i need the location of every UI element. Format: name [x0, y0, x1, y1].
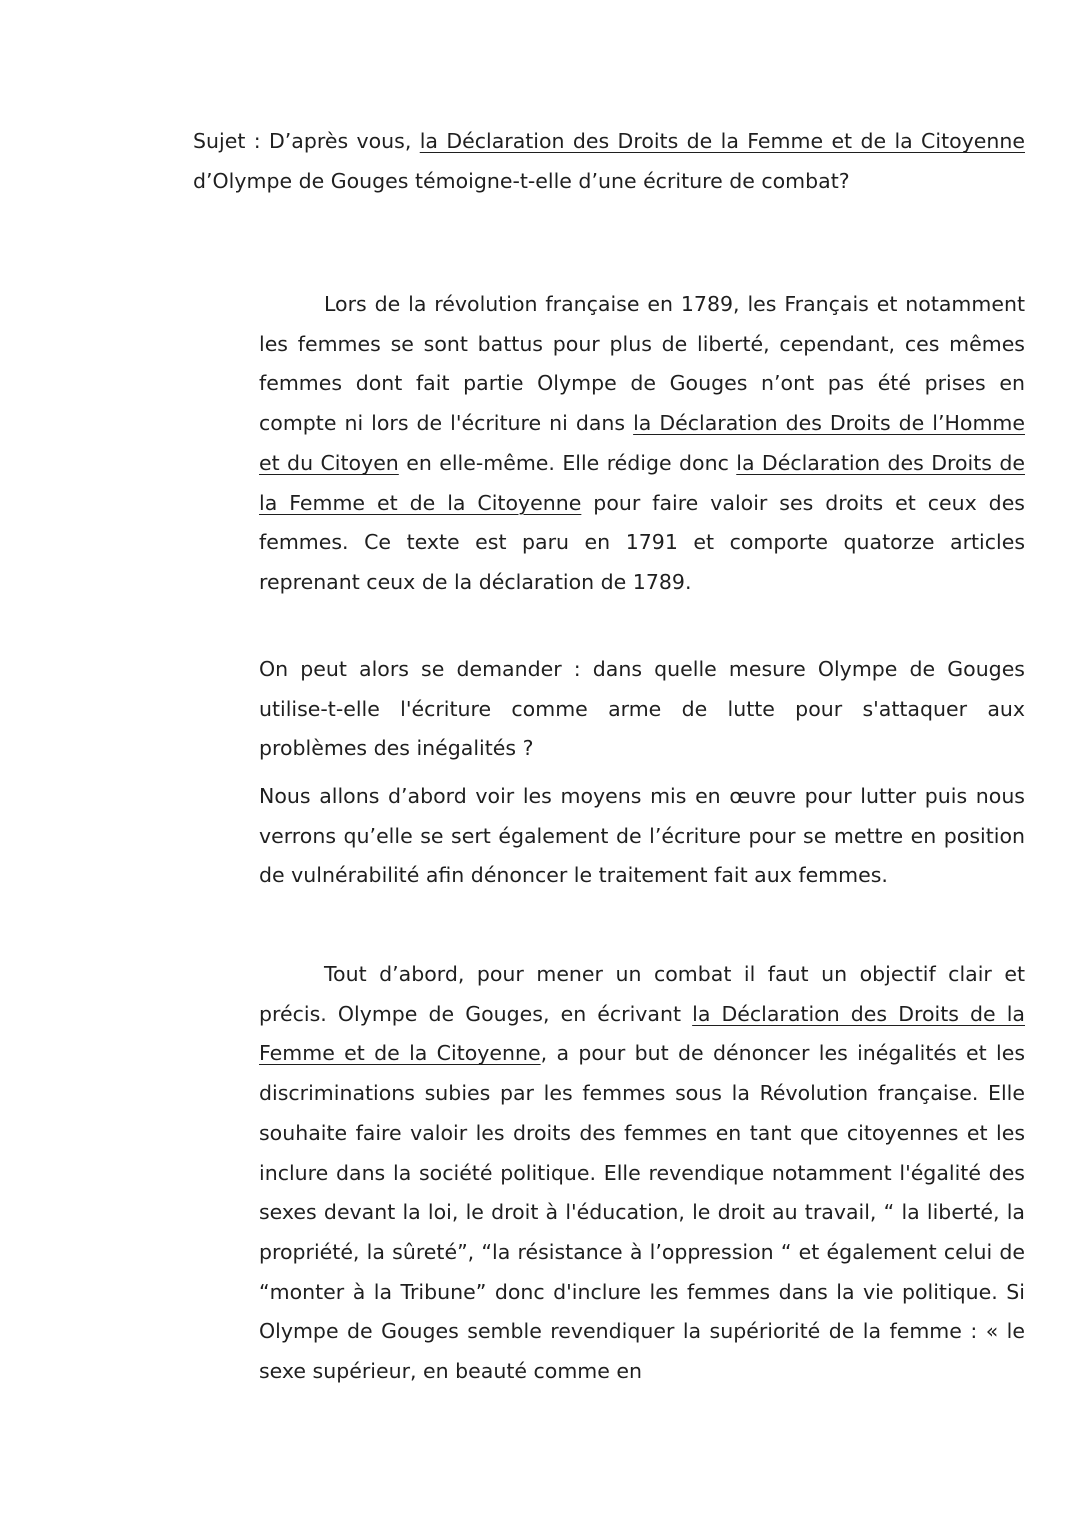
- intro-p1-part-b: en elle-même. Elle rédige donc: [398, 450, 737, 475]
- subject-work-title: la Déclaration des Droits de la Femme et de la Citoyenne: [419, 129, 1025, 153]
- intro-paragraph-context: [259, 285, 1025, 603]
- subject-suffix: d’Olympe de Gouges témoigne-t-elle d’une écriture de combat?: [193, 168, 850, 193]
- intro-p1-title-ddhc: la Déclaration des Droits de l’Homme et du Citoyen: [259, 411, 1025, 475]
- essay-subject: [193, 122, 1025, 201]
- dev-p1-title-ddfc: la Déclaration des Droits de la Femme et de la Citoyenne: [259, 1001, 1025, 1066]
- intro-paragraph-plan: Nous allons d’abord voir les moyens mis en œuvre pour lutter puis nous verrons qu’elle se sert également de l’écriture pour se mettre en position de vulnérabilité afin dénoncer le traitement fait aux femmes.: [259, 784, 1025, 888]
- dev-p1-part-b: , a pour but de dénoncer les inégalités et les discriminations subies par les femmes sous la Révolution française. Elle souhaite faire valoir les droits des femmes en tant que citoyennes et les inclure dans la société politique. Elle revendique notamment l'égalité des sexes devant la loi, le droit à l'éducation, le droit au travail, “ la liberté, la propriété, la sûreté”, “la résistance à l’oppression “ et également celui de “monter à la Tribune” donc d'inclure les femmes dans la vie politique. Si Olympe de Gouges semble revendiquer la supériorité de la femme : « le sexe supérieur, en beauté comme en: [259, 1041, 1025, 1384]
- development-paragraph-1: [259, 955, 1025, 1392]
- intro-p1-part-a: Lors de la révolution française en 1789, les Français et notamment les femmes se sont battus pour plus de liberté, cependant, ces mêmes femmes dont fait partie Olympe de Gouges n’ont pas été prises en compte ni lors de l'écriture ni dans: [259, 292, 1025, 436]
- intro-p1-part-c: pour faire valoir ses droits et ceux des femmes. Ce texte est paru en 1791 et comporte quatorze articles reprenant ceux de la déclaration de 1789.: [259, 490, 1025, 594]
- dev-p1-part-a: Tout d’abord, pour mener un combat il faut un objectif clair et précis. Olympe de Gouges, en écrivant: [259, 962, 1025, 1026]
- intro-paragraph-problem: On peut alors se demander : dans quelle mesure Olympe de Gouges utilise-t-elle l'écriture comme arme de lutte pour s'attaquer aux problèmes des inégalités ?: [259, 657, 1025, 761]
- intro-p1-title-ddfc: la Déclaration des Droits de la Femme et de la Citoyenne: [259, 450, 1025, 515]
- subject-prefix: Sujet : D’après vous,: [193, 129, 420, 153]
